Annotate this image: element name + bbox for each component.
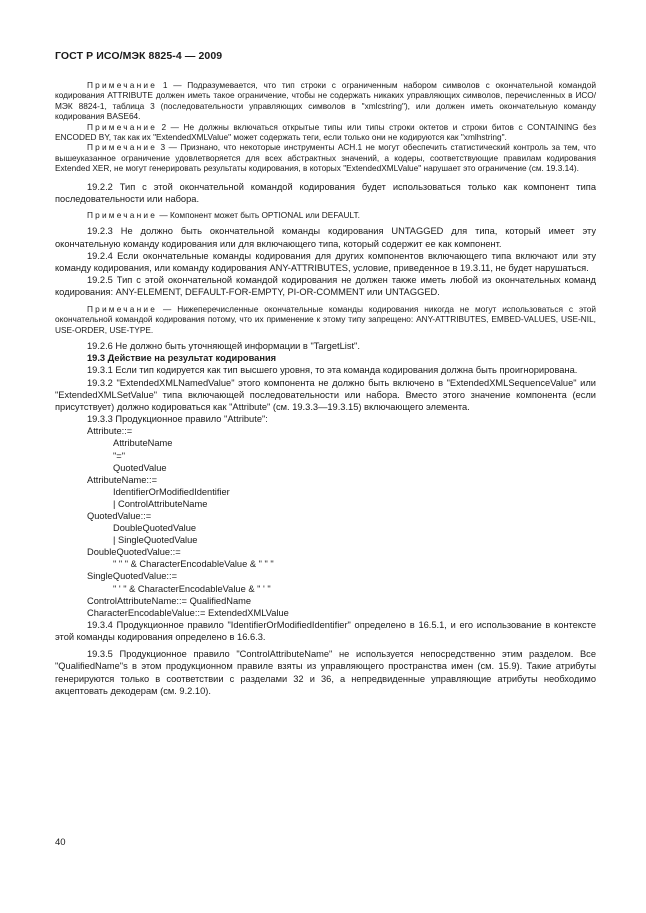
grammar-line: IdentifierOrModifiedIdentifier	[113, 486, 230, 497]
grammar-line: | SingleQuotedValue	[113, 535, 198, 546]
grammar-line: " " " & CharacterEncodableValue & " " "	[113, 559, 274, 570]
grammar-line: ControlAttributeName::= QualifiedName	[87, 595, 252, 606]
grammar-line: Attribute::=	[87, 426, 133, 437]
grammar-line: DoubleQuotedValue::=	[87, 547, 181, 558]
page-number: 40	[55, 837, 66, 848]
note-label: Примечание	[87, 142, 158, 153]
grammar-line: QuotedValue::=	[87, 510, 152, 521]
grammar-block	[55, 425, 596, 619]
paragraph-19-2-5: 19.2.5 Тип с этой окончательной командой кодирования не должен также иметь любой из окончательных команд кодирования: ANY-ELEMENT, DEFAULT-FOR-EMPTY, PI-OR-COMMENT или UNTAGGED.	[55, 275, 596, 298]
grammar-line: QuotedValue	[113, 462, 167, 473]
note-19-2-5	[55, 304, 596, 335]
paragraph-19-3-3: 19.3.3 Продукционное правило "Attribute":	[87, 414, 268, 425]
note-label: Примечание	[87, 121, 158, 132]
paragraph-19-2-4: 19.2.4 Если окончательные команды кодирования для других компонентов включающего типа включают или эту команду кодирования, или команду кодирования ANY-ATTRIBUTES, условие, приведенное в 19.3.11, не будет нарушаться.	[55, 250, 596, 274]
note-text: 2 — Не должны включаться открытые типы или типы строки октетов и строки битов с CONTAINING без ENCODED BY, так как их "ExtendedXMLValue" может содержать теги, если только они не кодируются как "xmlhstring".	[55, 121, 596, 143]
page-header: ГОСТ Р ИСО/МЭК 8825-4 — 2009	[55, 50, 223, 62]
paragraph-19-2-2: 19.2.2 Тип с этой окончательной командой кодирования будет использоваться только как компонент типа последовательности или набора.	[55, 181, 596, 204]
paragraph-19-3-1: 19.3.1 Если тип кодируется как тип высшего уровня, то эта команда кодирования должна быть проигнорирована.	[87, 365, 578, 376]
note-text: 1 — Подразумевается, что тип строки с ограниченным набором символов с окончательной командой кодирования ATTRIBUTE должен иметь такое ограничение, чтобы не содержать никаких управляющих символов, перечисленных в ИСО/МЭК 8824-1, таблица 3 (последовательности управляющих символов в "xmlcstring"), или должен иметь окончательную команду кодирования BASE64.	[55, 80, 596, 122]
note-label: Примечание	[87, 80, 158, 90]
note-19-2-2	[55, 210, 596, 220]
grammar-line: AttributeName::=	[87, 474, 158, 485]
note-label: Примечание	[87, 303, 158, 314]
grammar-line: SingleQuotedValue::=	[87, 571, 178, 582]
grammar-line: "="	[113, 450, 126, 461]
note-text: 3 — Признано, что некоторые инструменты АСН.1 не могут обеспечить статистический контроль за тем, что вышеуказанное ограничение удовлетворяется для всех абстрактных значений, а кодеры, соответствующие правилам кодирования Extended XER, не могут генерировать результаты кодирования, в которых "ExtendedXMLValue" нарушает это ограничение (см. 19.3.14).	[55, 142, 596, 174]
note-1	[55, 80, 596, 122]
grammar-line: CharacterEncodableValue::= ExtendedXMLValue	[87, 607, 289, 618]
note-2	[55, 122, 596, 143]
note-label: Примечание	[87, 210, 158, 221]
note-text: — Нижеперечисленные окончательные команды кодирования никогда не могут использоваться с этой окончательной командой кодирования потому, что их применение к этому типу запрещено: ANY-ATTRIBUTES, EMBED-VALUES, USE-NIL, USE-ORDER, USE-TYPE.	[55, 303, 596, 335]
grammar-line: DoubleQuotedValue	[113, 523, 197, 534]
page-body	[55, 80, 596, 697]
paragraph-19-3-5: 19.3.5 Продукционное правило "ControlAttributeName" не используется непосредственно этим разделом. Все "QualifiedName"s в этом продукционном правиле взяты из управляющего пространства имен (см. 15.9). Такие атрибуты генерируются только в соответствии с разделами 32 и 36, а непредвиденные управляющие атрибуты необходимо акцептовать декодерам (см. 9.2.10).	[55, 649, 596, 696]
section-heading-19-3: 19.3 Действие на результат кодирования	[87, 353, 277, 364]
paragraph-19-3-4: 19.3.4 Продукционное правило "IdentifierOrModifiedIdentifier" определено в 16.5.1, и его использование в контексте этой команды кодирования определено в 16.6.3.	[55, 619, 596, 643]
grammar-line: | ControlAttributeName	[113, 498, 208, 509]
paragraph-19-2-6: 19.2.6 Не должно быть уточняющей информации в "TargetList".	[87, 340, 360, 351]
grammar-line: " ' " & CharacterEncodableValue & " ' "	[113, 583, 271, 594]
note-text: — Компонент может быть OPTIONAL или DEFAULT.	[157, 210, 360, 221]
grammar-line: AttributeName	[113, 438, 173, 449]
paragraph-19-2-3: 19.2.3 Не должно быть окончательной команды кодирования UNTAGGED для типа, который имеет эту окончательную команду кодирования или для включающего типа, который содержит ее как компонент.	[55, 226, 596, 249]
note-3	[55, 142, 596, 173]
paragraph-19-3-2: 19.3.2 "ExtendedXMLNamedValue" этого компонента не должно быть включено в "ExtendedXMLSequenceValue" или "ExtendedXMLSetValue" типа включающей последовательности или набора. Вместо этого значение компонента (если присутствует) должно кодироваться как "Attribute" (см. 19.3.3—19.3.15) включающего элемента.	[55, 377, 596, 412]
